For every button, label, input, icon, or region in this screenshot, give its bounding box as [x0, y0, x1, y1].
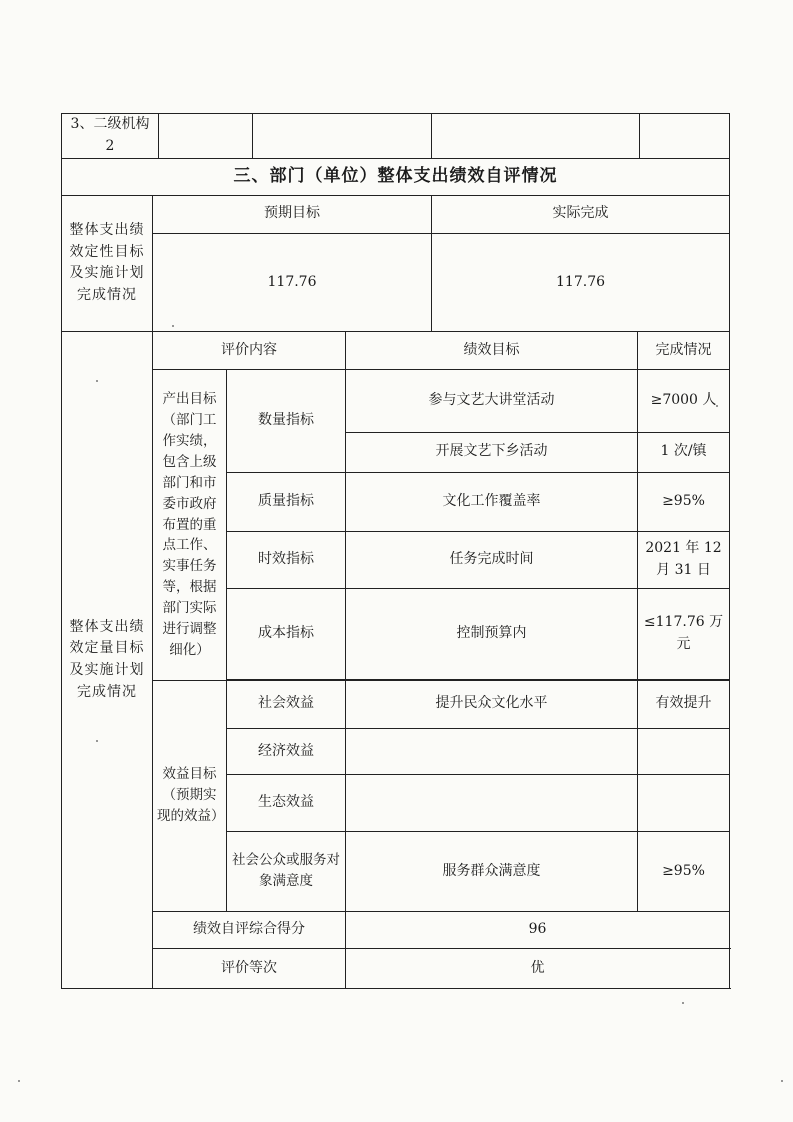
empty-cell [640, 114, 730, 159]
scan-speck [682, 1002, 684, 1004]
quantitative-header-row [62, 332, 730, 370]
satisfaction-indicator: 社会公众或服务对象满意度 [227, 832, 346, 911]
actual-completion-header: 实际完成 [432, 195, 730, 233]
qualitative-row-header: 整体支出绩效定性目标及实施计划完成情况 [62, 195, 153, 332]
status-cell: ≥95% [638, 832, 730, 911]
cost-indicator: 成本指标 [227, 589, 346, 679]
status-cell: 1 次/镇 [638, 432, 730, 472]
expected-target-header: 预期目标 [153, 195, 432, 233]
benefit-target-group: 效益目标（预期实现的效益） [153, 680, 227, 911]
evaluation-content-header: 评价内容 [153, 332, 346, 370]
target-cell: 参与文艺大讲堂活动 [346, 370, 638, 432]
timeliness-indicator: 时效指标 [227, 532, 346, 589]
expected-target-value: 117.76 [153, 233, 432, 331]
ecological-benefit-indicator: 生态效益 [227, 775, 346, 832]
table-row [62, 680, 730, 728]
completion-status-header: 完成情况 [638, 332, 730, 370]
section-row [62, 158, 730, 195]
section-title: 三、部门（单位）整体支出绩效自评情况 [62, 158, 730, 195]
target-cell: 文化工作覆盖率 [346, 472, 638, 531]
economic-benefit-indicator: 经济效益 [227, 728, 346, 774]
target-cell [346, 728, 638, 774]
target-cell: 任务完成时间 [346, 532, 638, 589]
score-value: 96 [346, 911, 730, 948]
performance-evaluation-table [61, 113, 730, 989]
target-cell: 控制预算内 [346, 589, 638, 679]
quantity-indicator: 数量指标 [227, 370, 346, 472]
qualitative-header-row [62, 195, 730, 233]
status-cell [638, 775, 730, 832]
target-cell: 服务群众满意度 [346, 832, 638, 911]
status-cell: ≥95% [638, 472, 730, 531]
performance-target-header: 绩效目标 [346, 332, 638, 370]
scan-speck [18, 1080, 20, 1082]
target-cell: 开展文艺下乡活动 [346, 432, 638, 472]
table-row [62, 370, 730, 432]
status-cell [638, 728, 730, 774]
status-cell: ≥7000 人 [638, 370, 730, 432]
output-target-group: 产出目标（部门工作实绩，包含上级部门和市委市政府布置的重点工作、实事任务等，根据部门实际进行调整细化） [153, 370, 227, 680]
org-label: 3、二级机构 2 [62, 114, 159, 159]
empty-cell [432, 114, 640, 159]
grade-label: 评价等次 [153, 948, 346, 988]
org-row [62, 114, 730, 159]
score-row [62, 911, 730, 948]
grade-value: 优 [346, 948, 730, 988]
qualitative-value-row [62, 233, 730, 331]
score-label: 绩效自评综合得分 [153, 911, 346, 948]
scan-speck [781, 1080, 783, 1082]
status-cell: 2021 年 12 月 31 日 [638, 532, 730, 589]
status-cell: 有效提升 [638, 680, 730, 728]
grade-row [62, 948, 730, 988]
quantitative-row-header: 整体支出绩效定量目标及实施计划完成情况 [62, 332, 153, 989]
empty-cell [253, 114, 432, 159]
actual-completion-value: 117.76 [432, 233, 730, 331]
target-cell [346, 775, 638, 832]
target-cell: 提升民众文化水平 [346, 680, 638, 728]
empty-cell [159, 114, 253, 159]
social-benefit-indicator: 社会效益 [227, 680, 346, 728]
status-cell: ≤117.76 万元 [638, 589, 730, 679]
quality-indicator: 质量指标 [227, 472, 346, 531]
